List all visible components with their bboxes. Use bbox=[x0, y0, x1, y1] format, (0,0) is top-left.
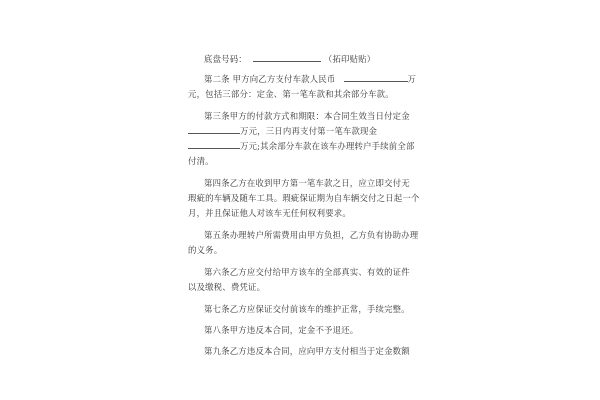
article-2-amount-blank bbox=[344, 73, 408, 82]
article-4-line-3: 月，并且保证他人对该车无任何权利要求。 bbox=[188, 208, 351, 218]
article-2-unit: 万 bbox=[407, 74, 417, 84]
article-3-line-2 bbox=[188, 125, 377, 137]
chassis-number-line bbox=[204, 53, 375, 65]
deposit-amount-blank bbox=[188, 125, 240, 134]
article-2-line-2: 元，包括三部分：定金、第一笔车款和其余部分车款。 bbox=[188, 89, 394, 99]
article-7-line-1: 第七条乙方应保证交付前该车的维护正常，手续完整。 bbox=[204, 304, 410, 314]
first-payment-amount-blank bbox=[188, 140, 240, 149]
article-6-line-1: 第六条乙方应交付给甲方该车的全部真实、有效的证件 bbox=[204, 267, 410, 277]
article-3-line-4: 付清。 bbox=[188, 156, 214, 166]
article-2-text: 第二条 甲方向乙方支付车款人民币 bbox=[204, 74, 336, 84]
article-3-line-1: 第三条甲方的付款方式和期限：本合同生效当日付定金 bbox=[204, 111, 410, 121]
article-5-line-2: 的义务。 bbox=[188, 245, 223, 255]
chassis-number-blank bbox=[253, 53, 321, 62]
article-4-line-2: 瑕疵的车辆及随车工具。瑕疵保证期为自车辆交付之日起一个 bbox=[188, 193, 420, 203]
article-9-line-1: 第九条乙方违反本合同，应向甲方支付相当于定金数额 bbox=[204, 346, 410, 356]
article-6-line-2: 以及缴税、费凭证。 bbox=[188, 282, 266, 292]
article-8-line-1: 第八条甲方违反本合同，定金不予退还。 bbox=[204, 325, 359, 335]
chassis-number-label: 底盘号码： bbox=[204, 54, 247, 64]
article-5-line-1: 第五条办理转户所需费用由甲方负担，乙方负有协助办理 bbox=[204, 230, 419, 240]
chassis-number-suffix: （拓印贴贴） bbox=[323, 54, 376, 64]
article-3-line-3-text: 万元;其余部分车款在该车办理转户手续前全部 bbox=[240, 141, 415, 151]
article-4-line-1: 第四条乙方在收到甲方第一笔车款之日，应立即交付无 bbox=[204, 178, 410, 188]
article-3-line-2-text: 万元，三日内再支付第一笔车款现金 bbox=[240, 126, 378, 136]
article-2-line-1 bbox=[204, 73, 416, 85]
article-3-line-3 bbox=[188, 140, 415, 152]
